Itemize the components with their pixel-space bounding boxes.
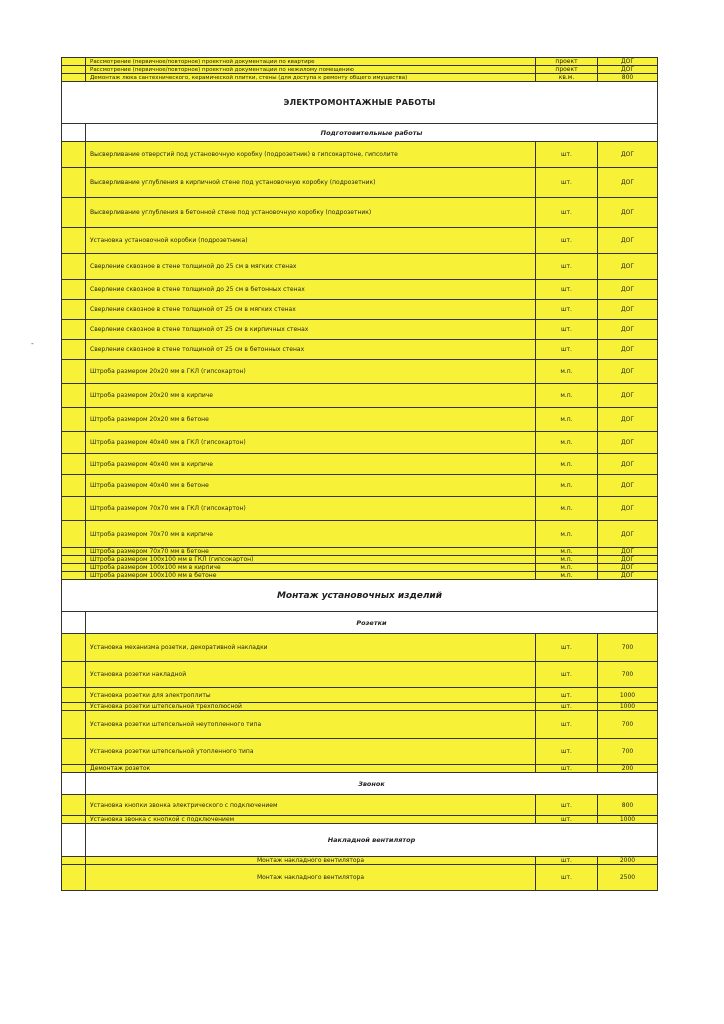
work-name-cell: Сверление сквозное в стене толщиной до 25 см в бетонных стенах <box>86 280 536 300</box>
work-name-cell: Установка механизма розетки, декоративной накладки <box>86 634 536 662</box>
row-marker-cell <box>62 228 86 254</box>
row-marker-cell <box>62 66 86 74</box>
row-marker-cell <box>62 688 86 703</box>
table-row <box>62 384 658 408</box>
fan-subsection-header <box>62 824 658 857</box>
unit-cell: м.п. <box>536 454 598 475</box>
price-cell: ДОГ <box>598 521 658 548</box>
row-marker-cell <box>62 703 86 711</box>
row-marker-cell <box>62 711 86 739</box>
unit-cell: м.п. <box>536 497 598 521</box>
table-row <box>62 795 658 816</box>
unit-cell: шт. <box>536 739 598 765</box>
work-name-cell: Высверливание отверстий под установочную коробку (подрозетник) в гипсокартоне, гипсолите <box>86 142 536 168</box>
work-name-cell: Установка розетки штепсельной неутопленного типа <box>86 711 536 739</box>
spacer-cell <box>62 612 86 634</box>
table-row <box>62 865 658 891</box>
margin-mark: - <box>31 339 34 348</box>
work-name-cell: Установка розетки накладной <box>86 662 536 688</box>
unit-cell: шт. <box>536 662 598 688</box>
price-cell: ДОГ <box>598 340 658 360</box>
price-cell: ДОГ <box>598 497 658 521</box>
price-cell: ДОГ <box>598 198 658 228</box>
table-row <box>62 432 658 454</box>
unit-cell: кв.м. <box>536 74 598 82</box>
price-list-sheet <box>61 57 657 891</box>
table-row <box>62 198 658 228</box>
spacer-cell <box>62 824 86 857</box>
price-cell: ДОГ <box>598 564 658 572</box>
price-table <box>61 57 658 891</box>
unit-cell: шт. <box>536 198 598 228</box>
work-name-cell: Монтаж накладного вентилятора <box>86 865 536 891</box>
unit-cell: м.п. <box>536 572 598 580</box>
row-marker-cell <box>62 556 86 564</box>
spacer-cell <box>62 124 86 142</box>
work-name-cell: Установка розетки штепсельной трехполюсной <box>86 703 536 711</box>
price-cell: ДОГ <box>598 572 658 580</box>
price-cell: 1000 <box>598 816 658 824</box>
row-marker-cell <box>62 816 86 824</box>
table-row <box>62 142 658 168</box>
table-row <box>62 228 658 254</box>
row-marker-cell <box>62 300 86 320</box>
work-name-cell: Сверление сквозное в стене толщиной от 25 см в мягких стенах <box>86 300 536 320</box>
row-marker-cell <box>62 634 86 662</box>
price-cell: 700 <box>598 711 658 739</box>
work-name-cell: Установка звонка с кнопкой с подключением <box>86 816 536 824</box>
table-row <box>62 454 658 475</box>
unit-cell: шт. <box>536 816 598 824</box>
unit-cell: м.п. <box>536 564 598 572</box>
spacer-cell <box>62 773 86 795</box>
price-cell: 2000 <box>598 857 658 865</box>
price-cell: ДОГ <box>598 254 658 280</box>
row-marker-cell <box>62 497 86 521</box>
work-name-cell: Установка установочной коробки (подрозетника) <box>86 228 536 254</box>
row-marker-cell <box>62 198 86 228</box>
row-marker-cell <box>62 384 86 408</box>
price-cell: ДОГ <box>598 475 658 497</box>
work-name-cell: Сверление сквозное в стене толщиной до 25 см в мягких стенах <box>86 254 536 280</box>
unit-cell: шт. <box>536 320 598 340</box>
table-row <box>62 360 658 384</box>
unit-cell: шт. <box>536 168 598 198</box>
unit-cell: шт. <box>536 795 598 816</box>
work-name-cell: Высверливание углубления в кирпичной стене под установочную коробку (подрозетник) <box>86 168 536 198</box>
price-cell: ДОГ <box>598 454 658 475</box>
electrical-section-header-title: ЭЛЕКТРОМОНТАЖНЫЕ РАБОТЫ <box>62 82 658 124</box>
price-cell: 800 <box>598 74 658 82</box>
price-cell: ДОГ <box>598 66 658 74</box>
row-marker-cell <box>62 340 86 360</box>
table-row <box>62 254 658 280</box>
price-cell: 700 <box>598 634 658 662</box>
price-cell: ДОГ <box>598 142 658 168</box>
work-name-cell: Установка розетки штепсельной утопленного типа <box>86 739 536 765</box>
work-name-cell: Штроба размером 70х70 мм в ГКЛ (гипсокартон) <box>86 497 536 521</box>
row-marker-cell <box>62 320 86 340</box>
table-row <box>62 634 658 662</box>
bell-subsection-header-title: Звонок <box>86 773 658 795</box>
electrical-section-header <box>62 82 658 124</box>
unit-cell: м.п. <box>536 408 598 432</box>
table-row <box>62 739 658 765</box>
table-row <box>62 280 658 300</box>
fan-subsection-header-title: Накладной вентилятор <box>86 824 658 857</box>
price-cell: ДОГ <box>598 58 658 66</box>
work-name-cell: Демонтаж розеток <box>86 765 536 773</box>
unit-cell: шт. <box>536 865 598 891</box>
price-cell: 800 <box>598 795 658 816</box>
unit-cell: м.п. <box>536 475 598 497</box>
unit-cell: шт. <box>536 228 598 254</box>
price-cell: ДОГ <box>598 228 658 254</box>
work-name-cell: Рассмотрение (первичное/повторное) проектной документации по квартире <box>86 58 536 66</box>
row-marker-cell <box>62 360 86 384</box>
work-name-cell: Высверливание углубления в бетонной стене под установочную коробку (подрозетник) <box>86 198 536 228</box>
unit-cell: проект <box>536 66 598 74</box>
row-marker-cell <box>62 857 86 865</box>
table-row <box>62 300 658 320</box>
table-row <box>62 497 658 521</box>
work-name-cell: Установка кнопки звонка электрического с подключением <box>86 795 536 816</box>
work-name-cell: Штроба размером 100х100 мм в кирпиче <box>86 564 536 572</box>
unit-cell: шт. <box>536 711 598 739</box>
price-cell: 1000 <box>598 703 658 711</box>
price-cell: ДОГ <box>598 384 658 408</box>
row-marker-cell <box>62 74 86 82</box>
install-section-header <box>62 580 658 612</box>
unit-cell: шт. <box>536 300 598 320</box>
price-cell: ДОГ <box>598 168 658 198</box>
work-name-cell: Сверление сквозное в стене толщиной от 25 см в бетонных стенах <box>86 340 536 360</box>
table-row <box>62 765 658 773</box>
unit-cell: м.п. <box>536 360 598 384</box>
table-row <box>62 58 658 66</box>
unit-cell: шт. <box>536 634 598 662</box>
table-row <box>62 572 658 580</box>
work-name-cell: Штроба размером 70х70 мм в бетоне <box>86 548 536 556</box>
row-marker-cell <box>62 475 86 497</box>
table-row <box>62 816 658 824</box>
row-marker-cell <box>62 168 86 198</box>
work-name-cell: Штроба размером 40х40 мм в кирпиче <box>86 454 536 475</box>
bell-subsection-header <box>62 773 658 795</box>
row-marker-cell <box>62 432 86 454</box>
table-row <box>62 475 658 497</box>
table-row <box>62 662 658 688</box>
prep-subsection-header-title: Подготовительные работы <box>86 124 658 142</box>
row-marker-cell <box>62 865 86 891</box>
work-name-cell: Сверление сквозное в стене толщиной от 25 см в кирпичных стенах <box>86 320 536 340</box>
table-row <box>62 548 658 556</box>
prep-subsection-header <box>62 124 658 142</box>
unit-cell: м.п. <box>536 384 598 408</box>
unit-cell: м.п. <box>536 521 598 548</box>
work-name-cell: Демонтаж люка сантехнического, керамической плитки, стены (для доступа к ремонту общего имущества) <box>86 74 536 82</box>
table-row <box>62 168 658 198</box>
unit-cell: м.п. <box>536 548 598 556</box>
work-name-cell: Штроба размером 100х100 мм в ГКЛ (гипсокартон) <box>86 556 536 564</box>
unit-cell: шт. <box>536 254 598 280</box>
sockets-subsection-header-title: Розетки <box>86 612 658 634</box>
row-marker-cell <box>62 795 86 816</box>
unit-cell: шт. <box>536 688 598 703</box>
work-name-cell: Штроба размером 20х20 мм в ГКЛ (гипсокартон) <box>86 360 536 384</box>
unit-cell: м.п. <box>536 432 598 454</box>
work-name-cell: Монтаж накладного вентилятора <box>86 857 536 865</box>
table-row <box>62 703 658 711</box>
install-section-header-title: Монтаж установочных изделий <box>62 580 658 612</box>
row-marker-cell <box>62 739 86 765</box>
row-marker-cell <box>62 58 86 66</box>
price-cell: 700 <box>598 739 658 765</box>
table-row <box>62 857 658 865</box>
table-row <box>62 556 658 564</box>
unit-cell: шт. <box>536 280 598 300</box>
work-name-cell: Рассмотрение (первичное/повторное) проектной документации по нежилому помещению <box>86 66 536 74</box>
work-name-cell: Штроба размером 70х70 мм в кирпиче <box>86 521 536 548</box>
table-row <box>62 688 658 703</box>
price-cell: ДОГ <box>598 432 658 454</box>
table-row <box>62 408 658 432</box>
price-cell: ДОГ <box>598 320 658 340</box>
table-row <box>62 66 658 74</box>
work-name-cell: Штроба размером 20х20 мм в бетоне <box>86 408 536 432</box>
unit-cell: шт. <box>536 142 598 168</box>
work-name-cell: Штроба размером 20х20 мм в кирпиче <box>86 384 536 408</box>
price-cell: ДОГ <box>598 300 658 320</box>
work-name-cell: Штроба размером 100х100 мм в бетоне <box>86 572 536 580</box>
row-marker-cell <box>62 548 86 556</box>
price-cell: 2500 <box>598 865 658 891</box>
price-cell: ДОГ <box>598 556 658 564</box>
row-marker-cell <box>62 521 86 548</box>
row-marker-cell <box>62 254 86 280</box>
price-table-body <box>62 58 658 891</box>
unit-cell: шт. <box>536 857 598 865</box>
row-marker-cell <box>62 572 86 580</box>
unit-cell: шт. <box>536 703 598 711</box>
price-cell: ДОГ <box>598 280 658 300</box>
price-cell: ДОГ <box>598 408 658 432</box>
unit-cell: м.п. <box>536 556 598 564</box>
unit-cell: проект <box>536 58 598 66</box>
table-row <box>62 74 658 82</box>
row-marker-cell <box>62 408 86 432</box>
work-name-cell: Установка розетки для электроплиты <box>86 688 536 703</box>
table-row <box>62 564 658 572</box>
price-cell: 200 <box>598 765 658 773</box>
row-marker-cell <box>62 662 86 688</box>
price-cell: ДОГ <box>598 360 658 384</box>
table-row <box>62 340 658 360</box>
table-row <box>62 711 658 739</box>
row-marker-cell <box>62 454 86 475</box>
price-cell: 1000 <box>598 688 658 703</box>
price-cell: ДОГ <box>598 548 658 556</box>
sockets-subsection-header <box>62 612 658 634</box>
row-marker-cell <box>62 765 86 773</box>
row-marker-cell <box>62 564 86 572</box>
table-row <box>62 320 658 340</box>
table-row <box>62 521 658 548</box>
price-cell: 700 <box>598 662 658 688</box>
row-marker-cell <box>62 142 86 168</box>
work-name-cell: Штроба размером 40х40 мм в бетоне <box>86 475 536 497</box>
unit-cell: шт. <box>536 765 598 773</box>
row-marker-cell <box>62 280 86 300</box>
unit-cell: шт. <box>536 340 598 360</box>
work-name-cell: Штроба размером 40х40 мм в ГКЛ (гипсокартон) <box>86 432 536 454</box>
